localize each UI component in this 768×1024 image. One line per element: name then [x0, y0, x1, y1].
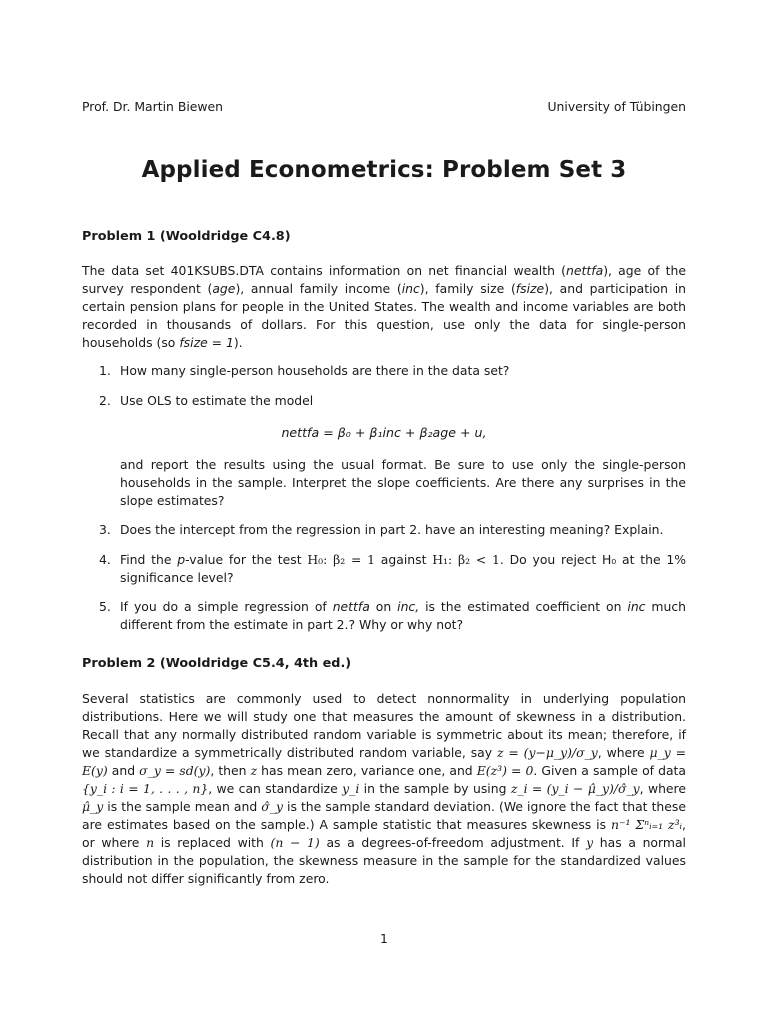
question-number: 2.	[99, 393, 111, 408]
question-text: Does the intercept from the regression in part 2. have an interesting meaning? Explain.	[120, 522, 664, 537]
question-text: Find the p-value for the test H₀: β₂ = 1 against H₁: β₂ < 1. Do you reject H₀ at the 1% significance level?	[120, 552, 686, 585]
question-text: Use OLS to estimate the model	[120, 393, 314, 408]
question-2	[82, 392, 686, 410]
question-number: 3.	[99, 522, 111, 537]
question-number: 1.	[99, 363, 111, 378]
question-text: and report the results using the usual format. Be sure to use only the single-person households in the sample. Interpret the slope coefficients. Are there any surprises in the slope estimates?	[120, 457, 686, 508]
question-text: If you do a simple regression of nettfa on inc, is the estimated coefficient on inc much different from the estimate in part 2.? Why or why not?	[120, 599, 687, 632]
page-header	[82, 99, 686, 114]
problem2-text: Several statistics are commonly used to detect nonnormality in underlying population distributions. Here we will study one that measures the amount of skewness in a distribution. Recall that any normally distributed random variable is symmetric about its mean; therefore, if we standardize a symmetrically distributed random variable, say z = (y−μ_y)/σ_y, where μ_y = E(y) and σ_y = sd(y), then z has mean zero, variance one, and E(z³) = 0. Given a sample of data {y_i : i = 1, . . . , n}, we can standardize y_i in the sample by using z_i = (y_i − μ̂_y)/σ̂_y, where μ̂_y is the sample mean and σ̂_y is the sample standard deviation. (We ignore the fact that these are estimates based on the sample.) A sample statistic that measures skewness is n⁻¹ Σⁿᵢ₌₁ z³ᵢ, or where n is replaced with (n − 1) as a degrees-of-freedom adjustment. If y has a normal distribution in the population, the skewness measure in the sample for the standardized values should not differ significantly from zero.	[82, 691, 686, 886]
problem1-intro: The data set 401KSUBS.DTA contains information on net financial wealth (nettfa), age of the survey respondent (age), annual family income (inc), family size (fsize), and participation in certain pension plans for people in the United States. The wealth and income variables are both recorded in thousands of dollars. For this question, use only the data for single-person households (so fsize = 1).	[82, 263, 686, 350]
question-number: 5.	[99, 599, 111, 614]
problem2-heading: Problem 2 (Wooldridge C5.4, 4th ed.)	[82, 656, 352, 671]
question-3	[82, 521, 686, 539]
question-5	[82, 598, 686, 634]
author-name: Prof. Dr. Martin Biewen	[82, 99, 224, 114]
document-page	[82, 0, 686, 1024]
page-number: 1	[380, 931, 388, 946]
problem1-heading: Problem 1 (Wooldridge C4.8)	[82, 229, 291, 244]
question-2-continued	[82, 456, 686, 510]
question-number: 4.	[99, 552, 111, 567]
university-name: University of Tübingen	[547, 99, 686, 114]
question-text: How many single-person households are there in the data set?	[120, 363, 510, 378]
question-4	[82, 551, 686, 587]
model-equation: nettfa = β₀ + β₁inc + β₂age + u,	[281, 425, 487, 440]
document-title: Applied Econometrics: Problem Set 3	[141, 157, 627, 183]
question-1	[82, 362, 686, 380]
